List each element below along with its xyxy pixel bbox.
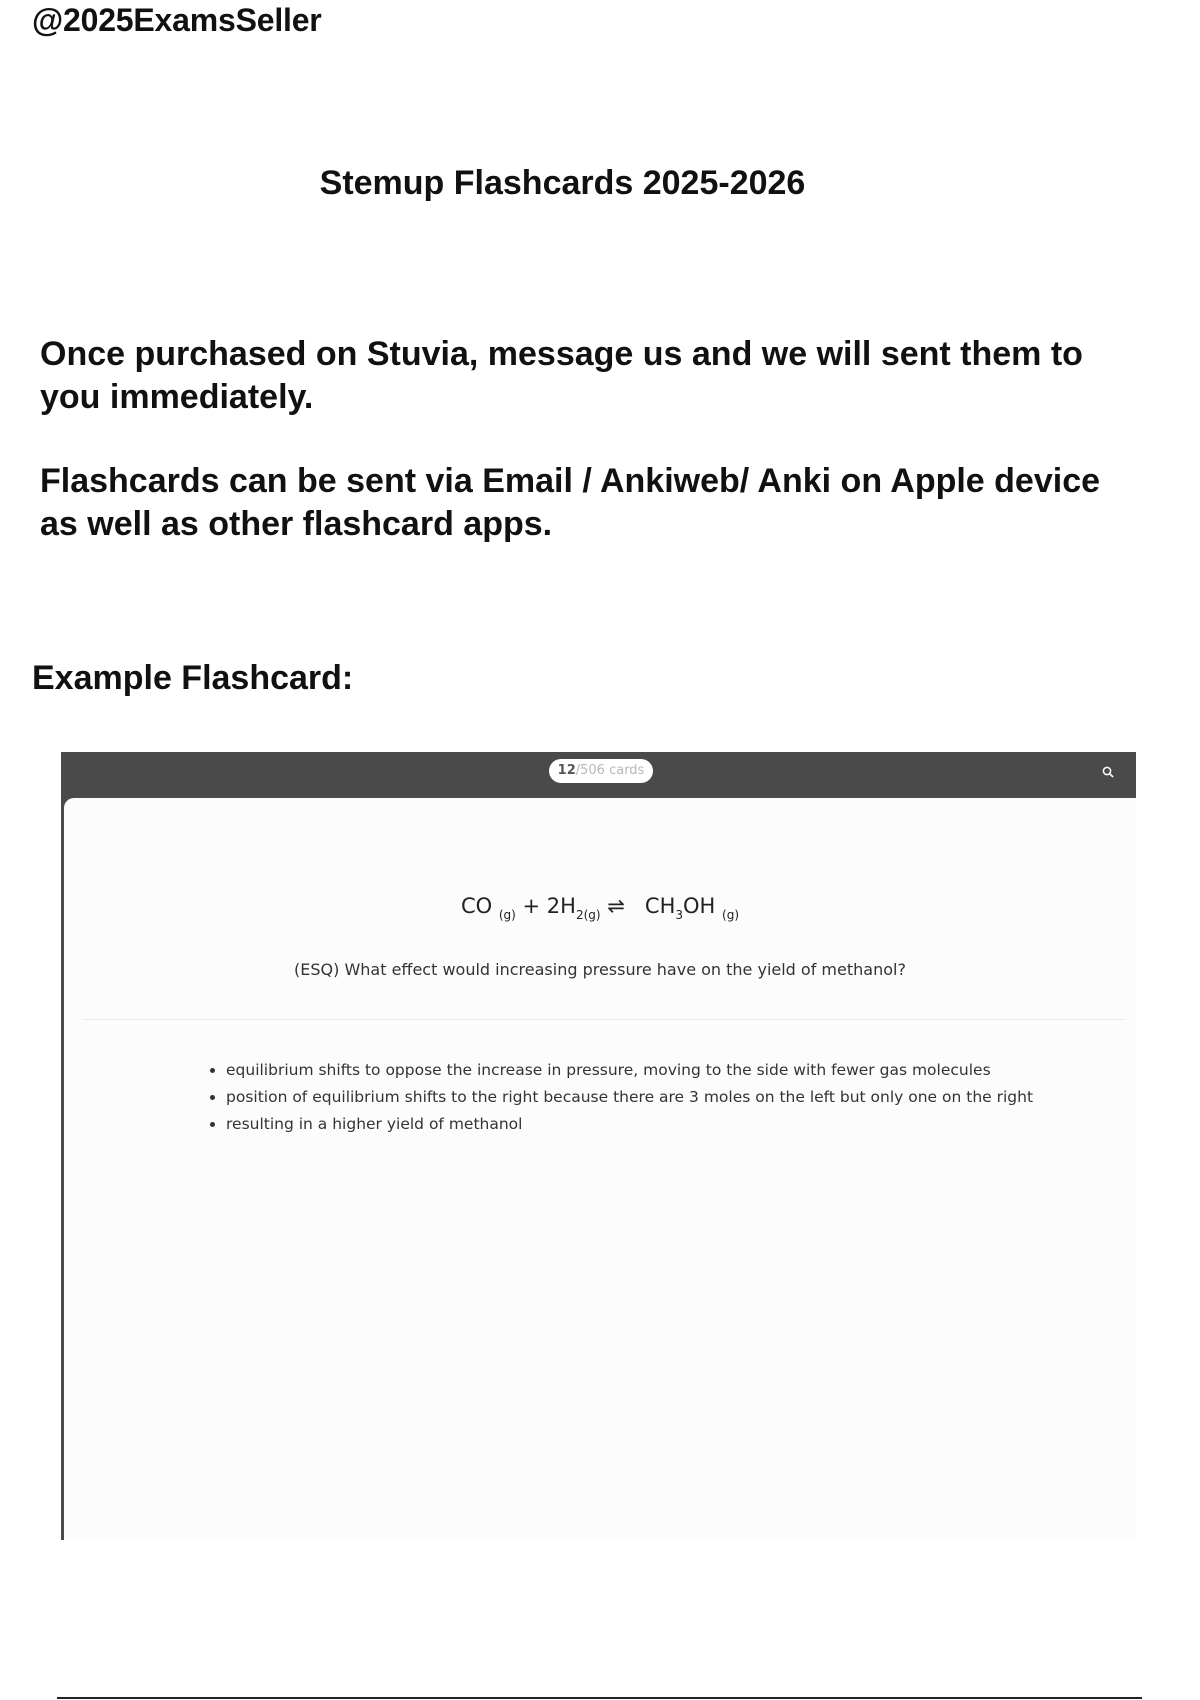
equilibrium-arrow: ⇌ <box>607 894 625 918</box>
product-state: (g) <box>722 908 740 922</box>
product-oh: OH <box>683 894 716 918</box>
answer-item: resulting in a higher yield of methanol <box>208 1111 1033 1138</box>
reactant-co-state: (g) <box>498 908 516 922</box>
flashcard-topbar <box>61 752 1136 800</box>
card-counter-current: 12 <box>557 763 576 778</box>
card-counter-total: /506 cards <box>575 763 645 778</box>
chemical-equation <box>64 894 1136 922</box>
card-counter <box>549 759 653 783</box>
flashcard-question: (ESQ) What effect would increasing pressure have on the yield of methanol? <box>294 960 906 979</box>
answer-item: equilibrium shifts to oppose the increase in pressure, moving to the side with fewer gas molecules <box>208 1057 1033 1084</box>
example-heading: Example Flashcard: <box>32 659 354 697</box>
author-handle: @2025ExamsSeller <box>32 2 322 38</box>
flashcard-body[interactable] <box>64 798 1136 1540</box>
page-bottom-rule <box>57 1697 1142 1699</box>
purchase-instructions: Once purchased on Stuvia, message us and we will sent them to you immediately. <box>40 335 1083 416</box>
flashcard-screenshot <box>61 752 1136 1540</box>
product-subscript: 3 <box>675 908 684 922</box>
delivery-options: Flashcards can be sent via Email / Ankiweb/ Anki on Apple device as well as other flashcard apps. <box>40 462 1101 543</box>
reactant-h2-state: 2(g) <box>575 908 601 922</box>
answer-list <box>208 1057 1033 1138</box>
document-title: Stemup Flashcards 2025-2026 <box>319 164 806 202</box>
search-icon[interactable] <box>1102 766 1114 778</box>
question-answer-divider <box>84 1019 1124 1020</box>
reactant-co: CO <box>460 894 493 918</box>
reactant-h2: + 2H <box>522 894 576 918</box>
answer-item: position of equilibrium shifts to the right because there are 3 moles on the left but only one on the right <box>208 1084 1033 1111</box>
product-ch: CH <box>644 894 676 918</box>
